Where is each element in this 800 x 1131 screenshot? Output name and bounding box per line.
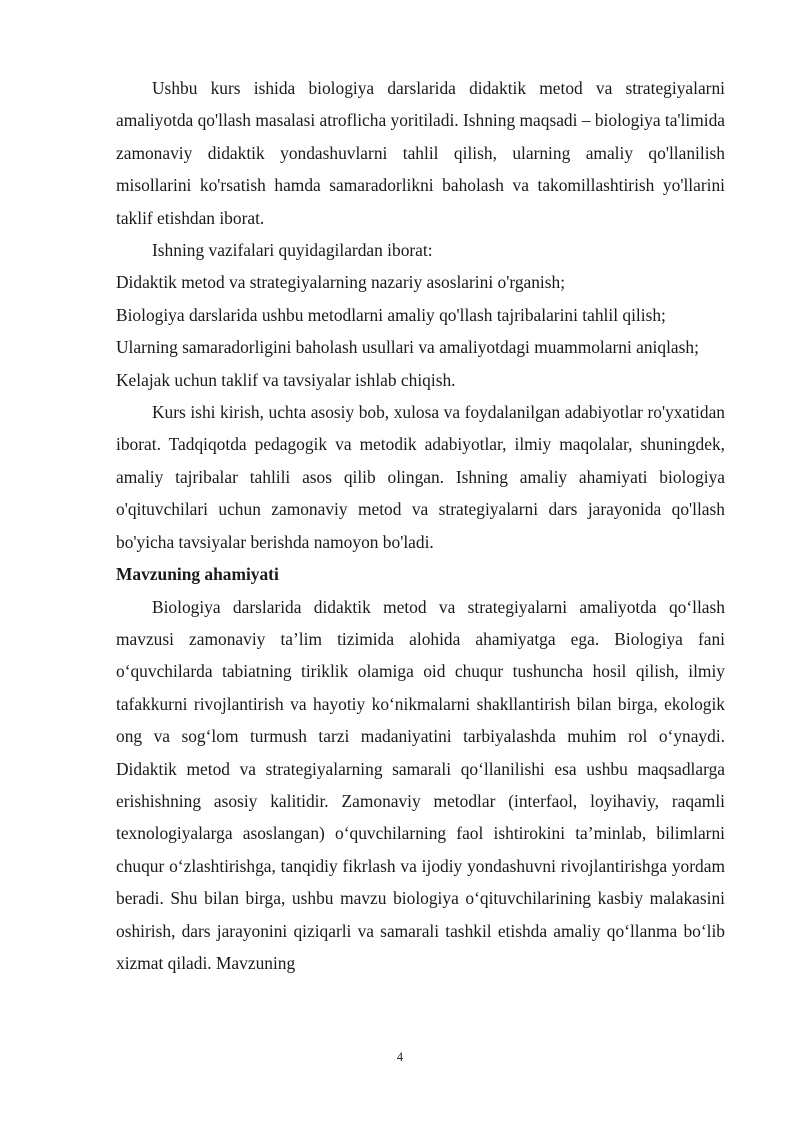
task-item: Ularning samaradorligini baholash usullari va amaliyotdagi muammolarni aniqlash; <box>116 337 699 358</box>
section-paragraph: Biologiya darslarida didaktik metod va strategiyalarni amaliyotda qo‘llash mavzusi zamonaviy ta’lim tizimida alohida ahamiyatga ega. Biologiya fani o‘quvchilarda tabiatning tiriklik olamiga oid chuqur tushuncha hosil qilish, ilmiy tafakkurni rivojlantirish va hayotiy ko‘nikmalarni shakllantirish bilan birga, ekologik ong va sog‘lom turmush tarzi madaniyatini tarbiyalashda muhim rol o‘ynaydi. Didaktik metod va strategiyalarning samarali qo‘llanilishi esa ushbu maqsadlarga erishishning asosiy kalitidir. Zamonaviy metodlar (interfaol, loyihaviy, raqamli texnologiyalarga asoslangan) o‘quvchilarning faol ishtirokini ta’minlab, bilimlarni chuqur o‘zlashtirishga, tanqidiy fikrlash va ijodiy yondashuvni rivojlantirishga yordam beradi. Shu bilan birga, ushbu mavzu biologiya o‘qituvchilarining kasbiy malakasini oshirish, dars jarayonini qiziqarli va samarali tashkil etishda amaliy qo‘llanma bo‘lib xizmat qiladi. Mavzuning <box>116 596 725 973</box>
tasks-intro-paragraph: Ishning vazifalari quyidagilardan iborat: <box>152 240 433 261</box>
intro-paragraph: Ushbu kurs ishida biologiya darslarida didaktik metod va strategiyalarni amaliyotda qo'llash masalasi atroflicha yoritiladi. Ishning maqsadi – biologiya ta'limida zamonaviy didaktik yondashuvlarni tahlil qilish, ularning amaliy qo'llanilish misollarini ko'rsatish hamda samaradorlikni baholash va takomillashtirish yo'llarini taklif etishdan iborat. <box>116 78 726 228</box>
page-number: 4 <box>396 1050 404 1064</box>
task-item: Biologiya darslarida ushbu metodlarni amaliy qo'llash tajribalarini tahlil qilish; <box>116 304 666 325</box>
document-page <box>116 72 725 979</box>
structure-paragraph: Kurs ishi kirish, uchta asosiy bob, xulosa va foydalanilgan adabiyotlar ro'yxatidan iborat. Tadqiqotda pedagogik va metodik adabiyotlar, ilmiy maqolalar, shuningdek, amaliy tajribalar tahlili asos qilib olingan. Ishning amaliy ahamiyati biologiya o'qituvchilari uchun zamonaviy metod va strategiyalarni dars jarayonida qo'llash bo'yicha tavsiyalar berishda namoyon bo'ladi. <box>116 402 725 552</box>
task-item: Didaktik metod va strategiyalarning nazariy asoslarini o'rganish; <box>116 272 566 293</box>
task-item: Kelajak uchun taklif va tavsiyalar ishlab chiqish. <box>116 369 456 390</box>
section-heading: Mavzuning ahamiyati <box>116 564 279 585</box>
